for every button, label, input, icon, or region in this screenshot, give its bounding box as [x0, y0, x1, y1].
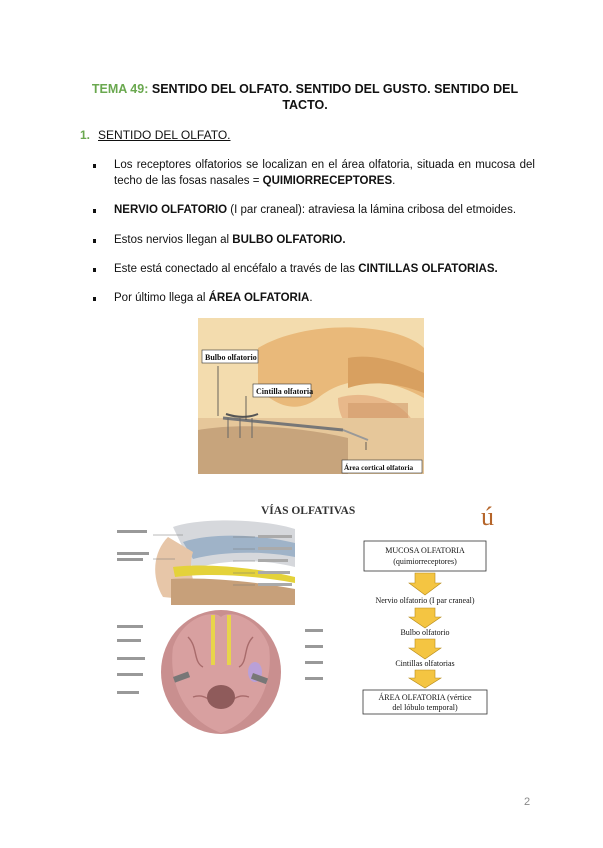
svg-text:del lóbulo temporal): del lóbulo temporal) — [392, 703, 458, 712]
university-logo: ú — [481, 502, 494, 531]
bullet-item: Estos nervios llegan al BULBO OLFATORIO. — [93, 233, 535, 249]
flow-arrow-icon — [409, 639, 441, 659]
bullet-icon — [93, 297, 96, 301]
section-heading — [80, 128, 231, 142]
bullet-item: Por último llega al ÁREA OLFATORIA. — [93, 291, 535, 307]
bullet-icon — [93, 239, 96, 243]
svg-text:MUCOSA OLFATORIA: MUCOSA OLFATORIA — [385, 546, 465, 555]
bullet-item: Este está conectado al encéfalo a través de las CINTILLAS OLFATORIAS. — [93, 262, 535, 278]
flow-step-nervio: Nervio olfatorio (I par craneal) — [375, 596, 475, 605]
bullet-item: NERVIO OLFATORIO (I par craneal): atraviesa la lámina cribosa del etmoides. — [93, 203, 535, 219]
tema-title: SENTIDO DEL OLFATO. SENTIDO DEL GUSTO. SENTIDO DEL TACTO. — [148, 82, 519, 112]
page-title — [90, 81, 520, 113]
svg-text:ÁREA OLFATORIA (vértice: ÁREA OLFATORIA (vértice — [378, 693, 472, 702]
flow-arrow-icon — [409, 573, 441, 595]
bullet-icon — [93, 164, 96, 168]
flow-step-cintillas: Cintillas olfatorias — [395, 659, 455, 668]
olfactory-pathways-figure — [113, 497, 503, 737]
brain-inferior-view-illustration — [113, 607, 323, 737]
section-number: 1. — [80, 128, 91, 142]
nasal-cavity-shape — [198, 426, 348, 474]
page-number: 2 — [524, 796, 531, 808]
tema-number: TEMA 49: — [91, 82, 149, 96]
sagittal-section-illustration — [113, 520, 295, 605]
label-area-cortical: Área cortical olfatoria — [344, 463, 414, 472]
flow-step-bulbo: Bulbo olfatorio — [400, 628, 450, 637]
flow-arrow-icon — [409, 670, 441, 688]
bullet-icon — [93, 209, 96, 213]
bullet-icon — [93, 268, 96, 272]
olfactory-flow-diagram — [363, 541, 487, 714]
figure-heading: VÍAS OLFATIVAS — [261, 505, 356, 517]
bullet-item: Los receptores olfatorios se localizan en el área olfatoria, situada en mucosa del techo de las fosas nasales = QUIMIORRECEPTORES. — [93, 158, 535, 189]
svg-text:(quimiorreceptores): (quimiorreceptores) — [393, 557, 457, 566]
label-cintilla: Cintilla olfatoria — [256, 387, 314, 396]
section-label: SENTIDO DEL OLFATO. — [98, 128, 231, 142]
olfactory-tract-right — [227, 615, 231, 665]
olfactory-anatomy-figure — [198, 318, 424, 474]
olfactory-tract-left — [211, 615, 215, 665]
flow-arrow-icon — [409, 608, 441, 628]
label-bulbo: Bulbo olfatorio — [205, 353, 257, 362]
